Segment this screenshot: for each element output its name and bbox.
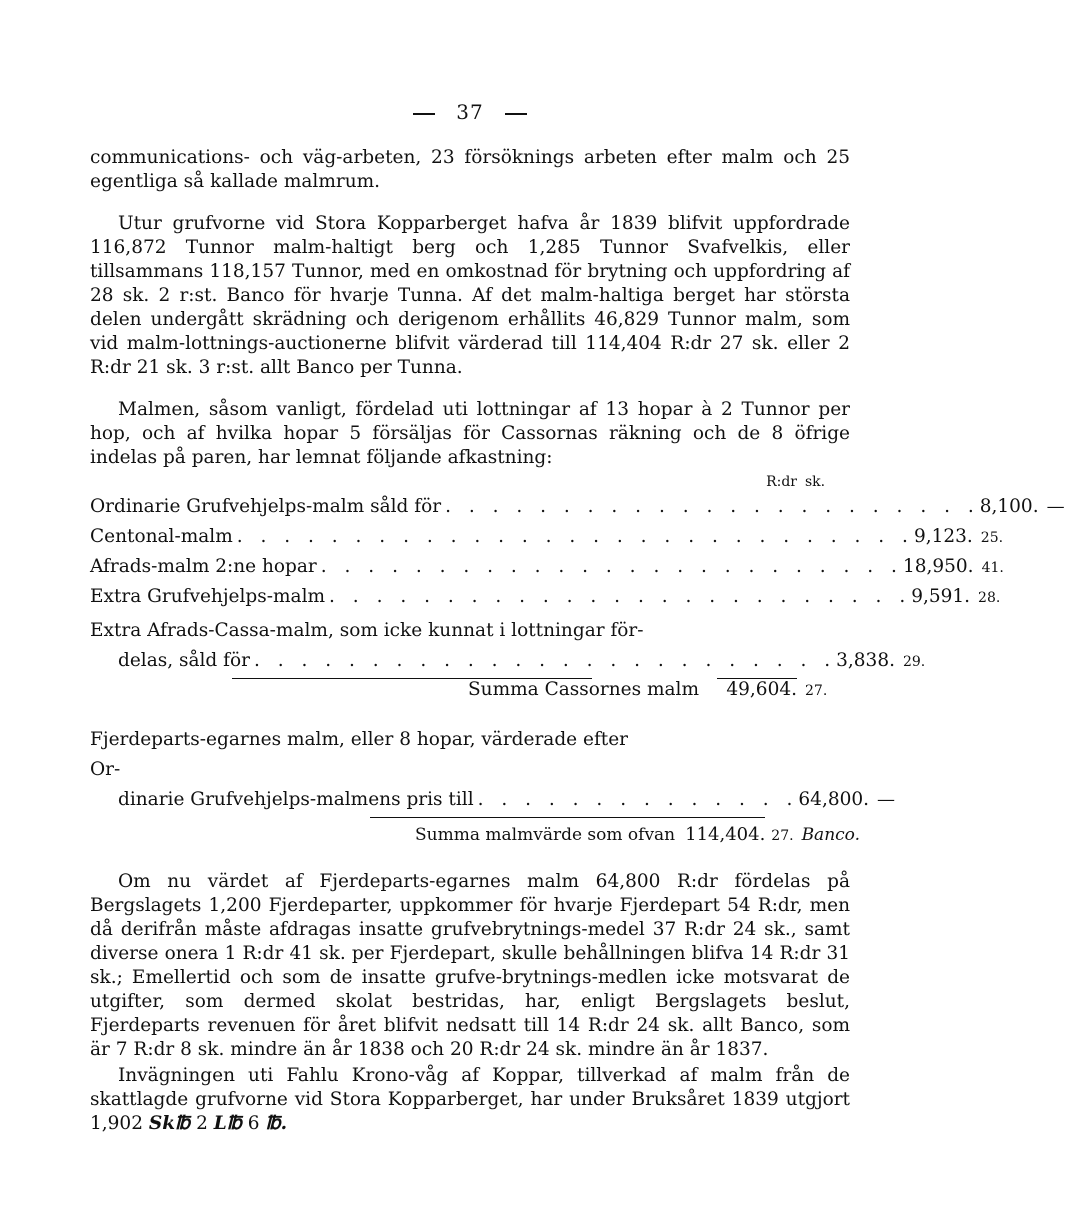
paragraph-3: Malmen, såsom vanligt, fördelad uti lottningar af 13 hopar à 2 Tunnor per hop, och af hvilka hopar 5 försäljas för Cassornas räkning och de 8 öfrige indelas på paren, har lemnat följande afkastning: <box>90 399 850 468</box>
row-sk: 41. <box>981 560 1004 576</box>
leader-dots: . . . . . . . . . . . . . . . . . . . . . . . . . <box>253 650 837 671</box>
fjerdeparts-row <box>90 725 896 815</box>
page <box>90 100 1065 1136</box>
row-label: Extra Grufvehjelps-malm <box>90 586 326 607</box>
paragraph-5: Om nu värdet af Fjerdeparts-egarnes malm 64,800 R:dr fördelas på Bergslagets 1,200 Fjerdeparter, uppkommer för hvarje Fjerdepart 54 R:dr, men då derifrån måste afdragas insatte grufvebrytnings-medel 37 R:dr 24 sk., samt diverse onera 1 R:dr 41 sk. per Fjerdepart, skulle behållningen blifva 14 R:dr 31 sk.; Emellertid och som de insatte grufve-brytnings-medlen icke motsvarat de utgifter, som dermed skolat bestridas, har, enligt Bergslagets beslut, Fjerdeparts revenuen för året blifvit nedsatt till 14 R:dr 24 sk. allt Banco, som är 7 R:dr 8 sk. mindre än år 1838 och 20 R:dr 24 sk. mindre än år 1837. <box>90 871 850 1060</box>
paragraph-6 <box>90 1064 850 1136</box>
summa-malmvarde-sk: 27. <box>771 828 794 844</box>
row-label: Centonal-malm <box>90 526 233 547</box>
summa-malmvarde-label: Summa malmvärde som ofvan <box>415 825 676 845</box>
leader-dots: . . . . . . . . . . . . . . <box>477 789 799 810</box>
row-rdr: 18,950. <box>902 556 974 577</box>
paragraph-1: communications- och väg-arbeten, 23 försöknings arbeten efter malm och 25 egentliga så kallade malmrum. <box>90 147 850 192</box>
summa-cassornes-sk: 27. <box>805 683 828 699</box>
skeppund-unit: Sk℔ <box>148 1113 191 1134</box>
lispund-value: 6 <box>247 1113 260 1134</box>
extra-afrads-rdr: 3,838. <box>836 650 895 671</box>
extra-afrads-row <box>90 616 926 676</box>
fjerdeparts-line-1: Fjerdeparts-egarnes malm, eller 8 hopar, värderade efter Or- <box>90 729 629 780</box>
page-number: 37 <box>456 100 484 124</box>
row-sk: 25. <box>980 530 1004 546</box>
leader-dots: . . . . . . . . . . . . . . . . . . . . . . . . . <box>320 556 903 577</box>
page-header <box>90 100 850 124</box>
table-column-headers <box>90 474 850 496</box>
extra-afrads-line-1: Extra Afrads-Cassa-malm, som icke kunnat i lottningar för- <box>90 620 644 641</box>
extra-afrads-line-2: delas, såld för <box>118 650 250 671</box>
fjerdeparts-line-2: dinarie Grufvehjelps-malmens pris till <box>118 789 474 810</box>
summa-cassornes-label: Summa Cassornes malm <box>467 679 699 700</box>
table-row <box>90 526 1004 556</box>
column-rdr: R:dr <box>766 474 797 490</box>
total-rule <box>90 817 850 818</box>
row-rdr: 9,123. <box>913 526 973 547</box>
table-row <box>90 556 1004 586</box>
paragraph-6-text: Invägningen uti Fahlu Krono-våg af Koppar, tillverkad af malm från de skattlagde grufvorne vid Stora Kopparberget, har under Bruksåret 1839 utgjort 1,902 <box>90 1065 850 1134</box>
row-rdr: 9,591. <box>911 586 971 607</box>
table-row <box>90 586 1001 616</box>
lispund-unit: L℔ <box>213 1113 242 1134</box>
header-dash-left <box>413 113 435 115</box>
table-row <box>90 496 1065 526</box>
row-sk: 28. <box>978 590 1001 606</box>
column-sk: sk. <box>805 474 826 490</box>
skeppund-value: 2 <box>196 1113 208 1134</box>
extra-afrads-sk: 29. <box>902 654 926 670</box>
leader-dots: . . . . . . . . . . . . . . . . . . . . . . . <box>445 496 980 517</box>
summa-malmvarde-row <box>90 824 860 854</box>
yield-table <box>90 474 1065 854</box>
row-rdr: 8,100. <box>979 496 1039 517</box>
summa-cassornes-rdr: 49,604. <box>726 679 797 700</box>
paragraph-2: Utur grufvorne vid Stora Kopparberget hafva år 1839 blifvit uppfordrade 116,872 Tunnor malm-haltigt berg och 1,285 Tunnor Svafvelkis, eller tillsammans 118,157 Tunnor, med en omkostnad för brytning och uppfordring af 28 sk. 2 r:st. Banco för hvarje Tunna. Af det malm-haltiga berget har största delen undergått skrädning och derigenom erhållits 46,829 Tunnor malm, som vid malm-lottnings-auctionerne blifvit värderad till 114,404 R:dr 27 sk. eller 2 R:dr 21 sk. 3 r:st. allt Banco per Tunna. <box>90 213 850 378</box>
summa-malmvarde-rdr: 114,404. <box>685 824 766 845</box>
header-dash-right <box>505 113 527 115</box>
pund-unit: ℔. <box>265 1113 288 1134</box>
total-rule-line <box>370 817 765 818</box>
row-label: Afrads-malm 2:ne hopar <box>90 556 317 577</box>
leader-dots: . . . . . . . . . . . . . . . . . . . . . . . . . . . . . <box>236 526 914 547</box>
summa-cassornes-row <box>90 679 850 713</box>
fjerdeparts-rdr: 64,800. <box>798 789 870 810</box>
row-label: Ordinarie Grufvehjelps-malm såld för <box>90 496 442 517</box>
row-sk: — <box>1046 496 1065 517</box>
leader-dots: . . . . . . . . . . . . . . . . . . . . . . . . . <box>329 586 912 607</box>
summa-malmvarde-unit: Banco. <box>801 825 860 845</box>
fjerdeparts-sk: — <box>877 789 896 810</box>
